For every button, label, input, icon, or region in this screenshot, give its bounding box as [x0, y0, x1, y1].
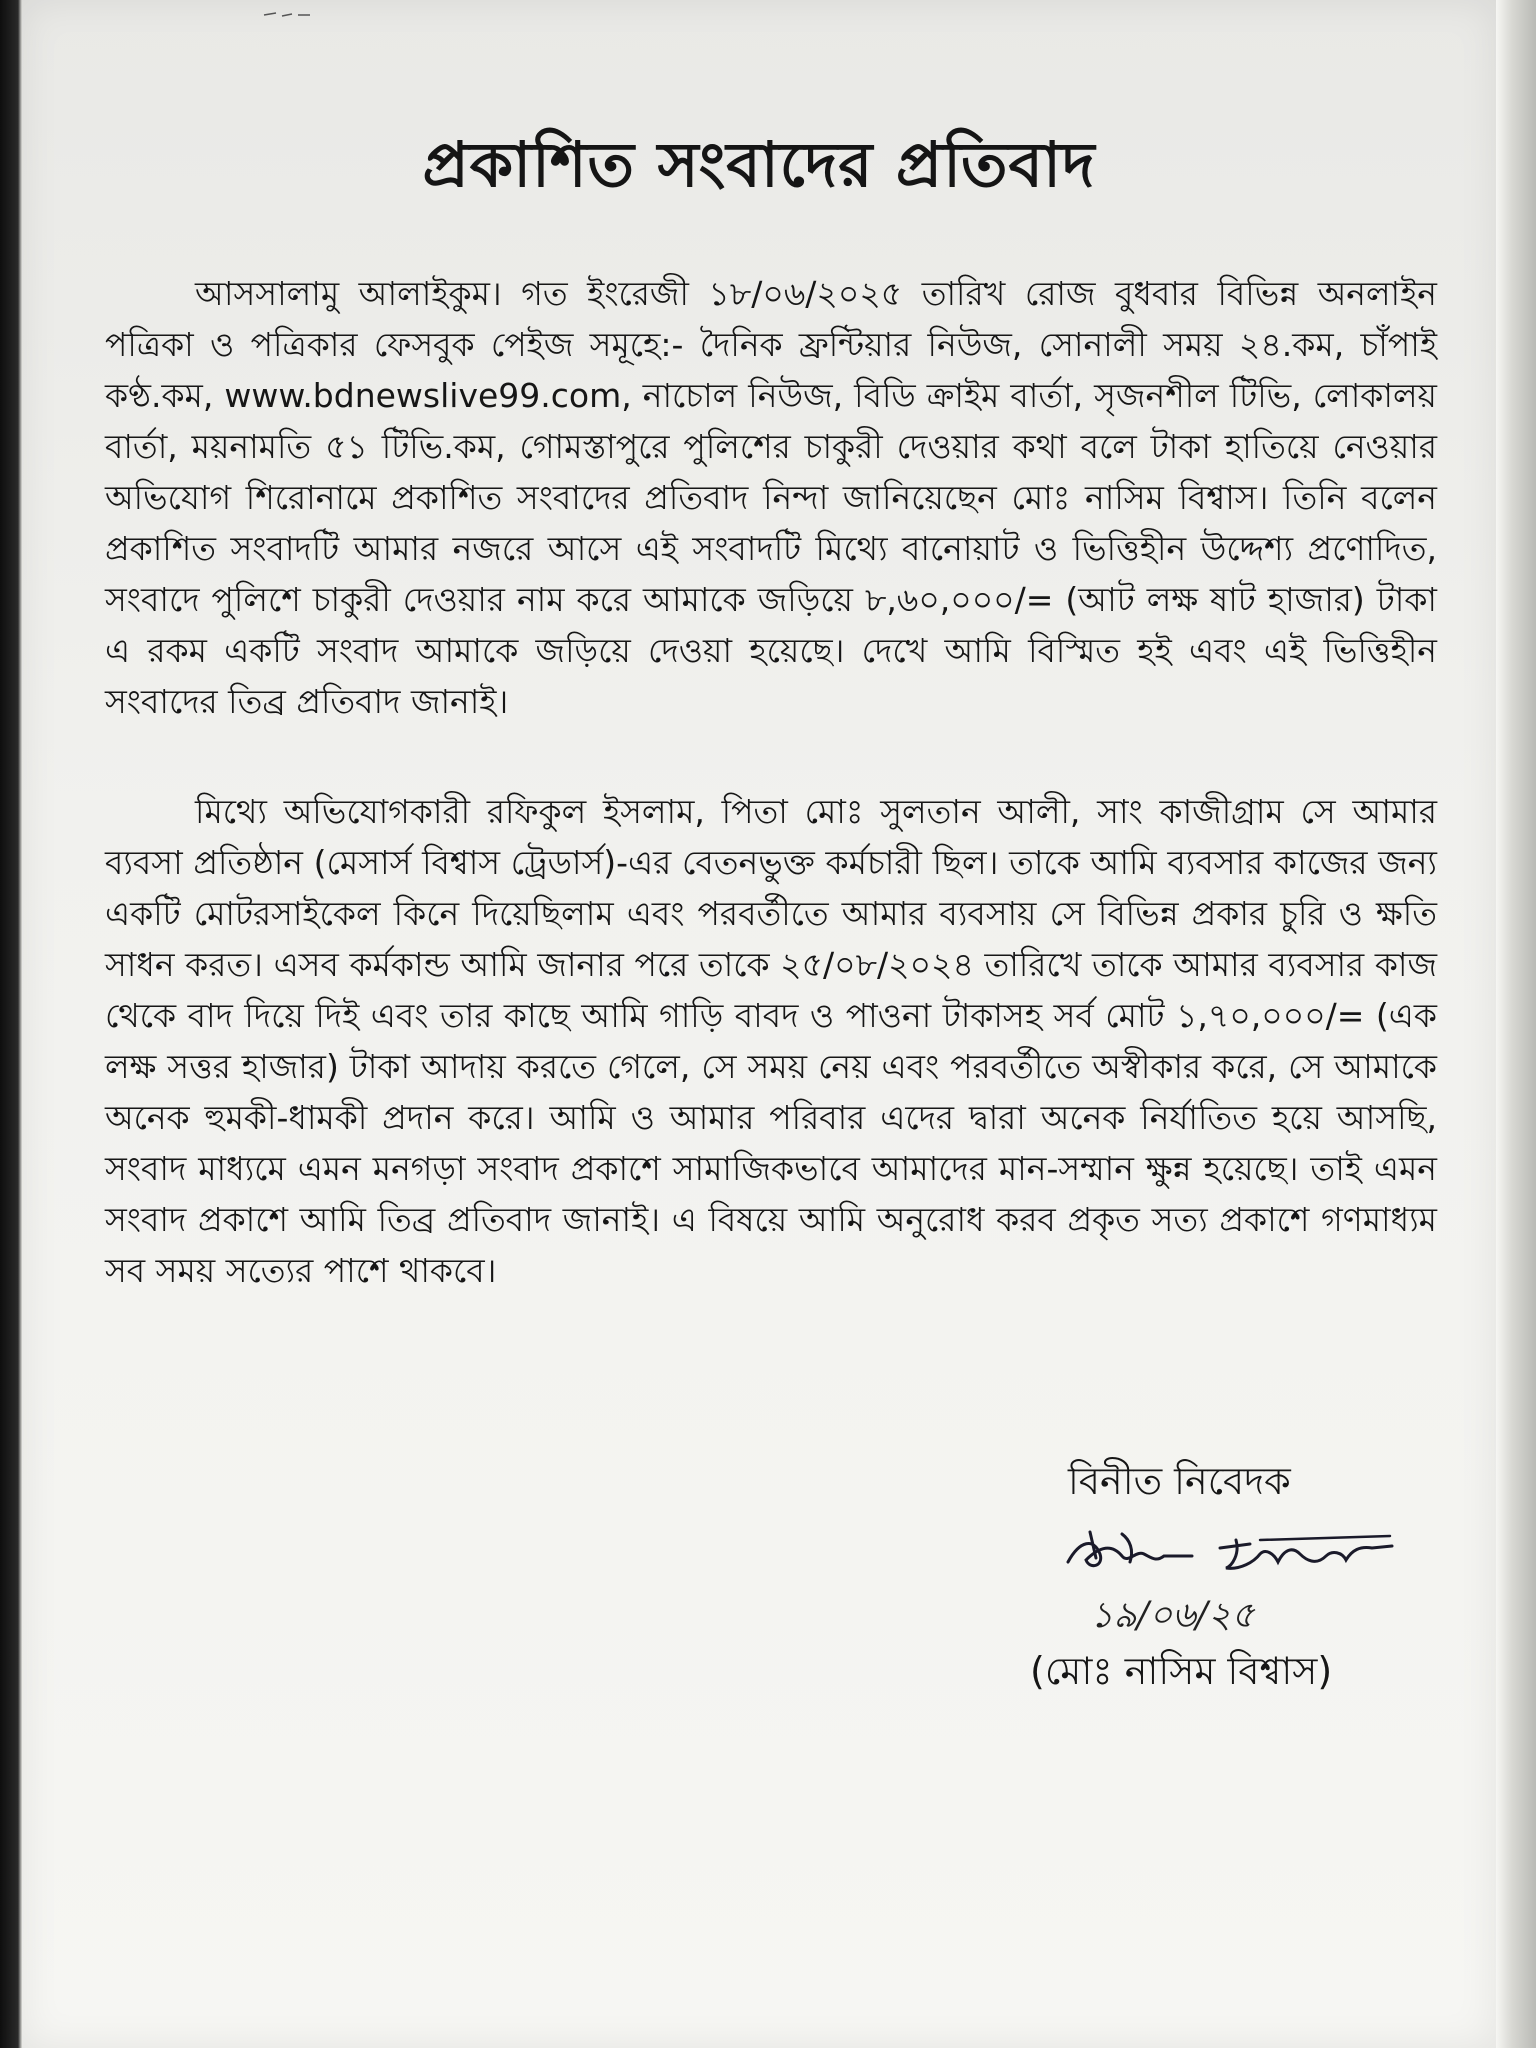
paper-edge-shadow — [1496, 0, 1536, 2048]
signer-name: (মোঃ নাসিম বিশ্বাস) — [1030, 1649, 1333, 1693]
document-title: প্রকাশিত সংবাদের প্রতিবাদ — [422, 128, 1096, 201]
paragraph-2: মিথ্যে অভিযোগকারী রফিকুল ইসলাম, পিতা মোঃ সুলতান আলী, সাং কাজীগ্রাম সে আমার ব্যবসা প্রতিষ্ঠান (মেসার্স বিশ্বাস ট্রেডার্স)-এর বেতনভুক্ত কর্মচারী ছিল। তাকে আমি ব্যবসার কাজের জন্য একটি মোটরসাইকেল কিনে দিয়েছিলাম এবং পরবর্তীতে আমার ব্যবসায় সে বিভিন্ন প্রকার চুরি ও ক্ষতি সাধন করত। এসব কর্মকান্ড আমি জানার পরে তাকে ২৫/০৮/২০২৪ তারিখে তাকে আমার ব্যবসার কাজ থেকে বাদ দিয়ে দিই এবং তার কাছে আমি গাড়ি বাবদ ও পাওনা টাকাসহ সর্ব মোট ১,৭০,০০০/= (এক লক্ষ সত্তর হাজার) টাকা আদায় করতে গেলে, সে সময় নেয় এবং পরবর্তীতে অস্বীকার করে, সে আমাকে অনেক হুমকী-ধামকী প্রদান করে। আমি ও আমার পরিবার এদের দ্বারা অনেক নির্যাতিত হয়ে আসছি, সংবাদ মাধ্যমে এমন মনগড়া সংবাদ প্রকাশে সামাজিকভাবে আমাদের মান-সম্মান ক্ষুন্ন হয়েছে। তাই এমন সংবাদ প্রকাশে আমি তিব্র প্রতিবাদ জানাই। এ বিষয়ে আমি অনুরোধ করব প্রকৃত সত্য প্রকাশে গণমাধ্যম সব সময় সত্যের পাশে থাকবে। — [105, 792, 1437, 1290]
paragraph-1: আসসালামু আলাইকুম। গত ইংরেজী ১৮/০৬/২০২৫ তারিখ রোজ বুধবার বিভিন্ন অনলাইন পত্রিকা ও পত্রিকার ফেসবুক পেইজ সমূহে:- দৈনিক ফ্রন্টিয়ার নিউজ, সোনালী সময় ২৪.কম, চাঁপাই কণ্ঠ.কম, www.bdnewslive99.com, নাচোল নিউজ, বিডি ক্রাইম বার্তা, সৃজনশীল টিভি, লোকালয় বার্তা, ময়নামতি ৫১ টিভি.কম, গোমস্তাপুরে পুলিশের চাকুরী দেওয়ার কথা বলে টাকা হাতিয়ে নেওয়ার অভিযোগ শিরোনামে প্রকাশিত সংবাদের প্রতিবাদ নিন্দা জানিয়েছেন মোঃ নাসিম বিশ্বাস। তিনি বলেন প্রকাশিত সংবাদটি আমার নজরে আসে এই সংবাদটি মিথ্যে বানোয়াট ও ভিত্তিহীন উদ্দেশ্য প্রণোদিত, সংবাদে পুলিশে চাকুরী দেওয়ার নাম করে আমাকে জড়িয়ে ৮,৬০,০০০/= (আট লক্ষ ষাট হাজার) টাকা এ রকম একটি সংবাদ আমাকে জড়িয়ে দেওয়া হয়েছে। দেখে আমি বিস্মিত হই এবং এই ভিত্তিহীন সংবাদের তিব্র প্রতিবাদ জানাই। — [105, 274, 1437, 721]
handwritten-signature — [1060, 1510, 1400, 1590]
paper-speck — [262, 10, 312, 18]
signature-date: ১৯/০৬/২৫ — [1090, 1595, 1255, 1636]
closing-line: বিনীত নিবেদক — [1068, 1459, 1291, 1503]
